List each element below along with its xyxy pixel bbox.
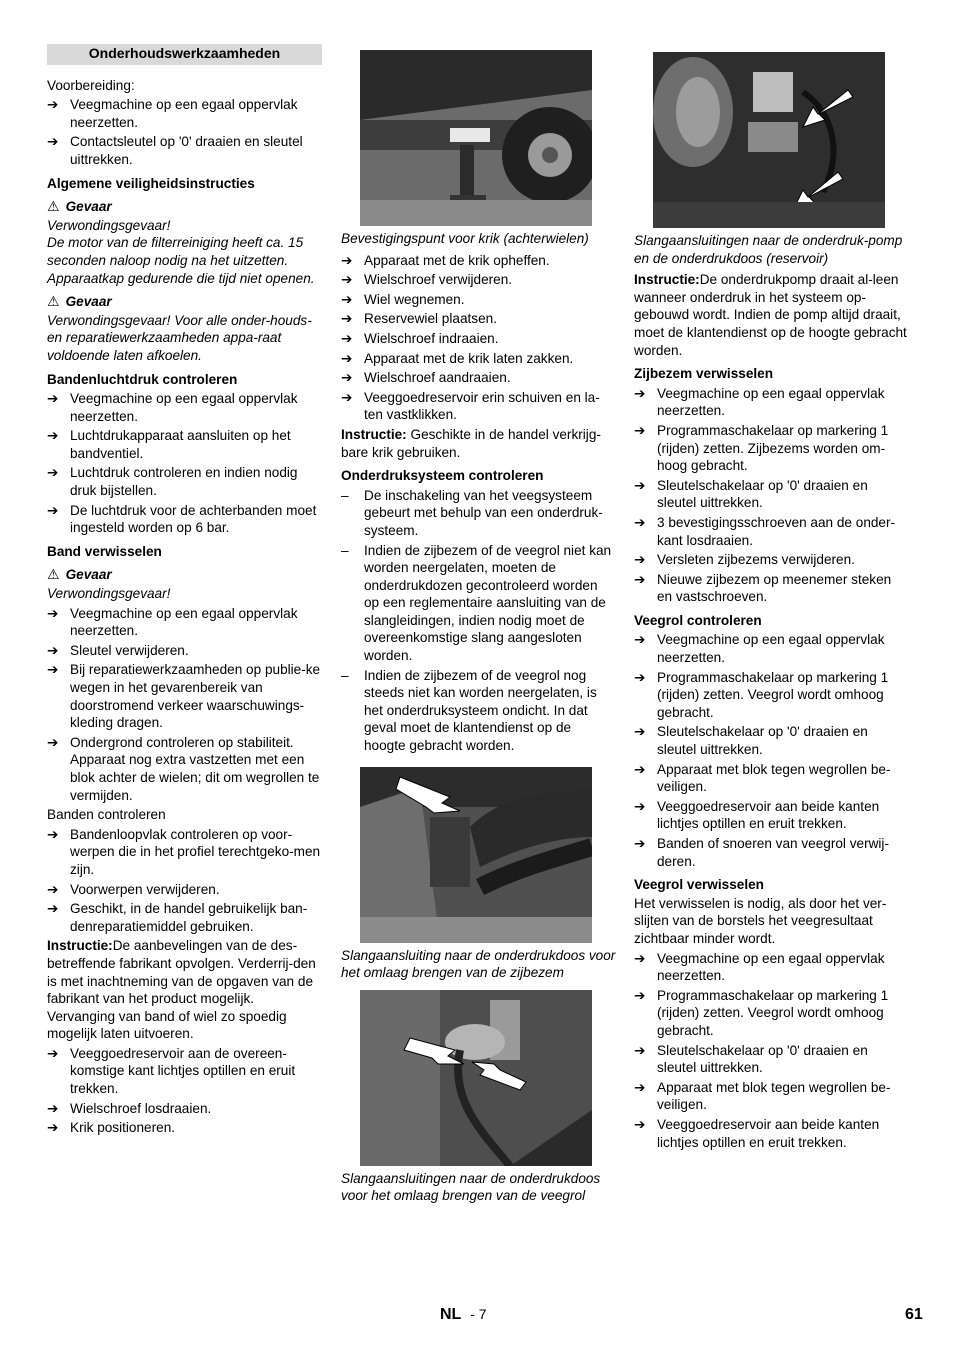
warning-triangle-icon: ⚠ <box>47 566 60 583</box>
arrow-right-icon: ➔ <box>47 502 59 518</box>
step-item <box>47 502 322 537</box>
item-text: Veeggoedreservoir aan beide kanten lichtjes optillen en eruit trekken. <box>657 798 880 832</box>
footer-section: - 7 <box>470 1306 487 1322</box>
step-item <box>634 950 909 985</box>
item-text: Bij reparatiewerkzaamheden op publie-ke wegen in het gevarenbereik van doorstromend verkeer waarschuwings-kleding dragen. <box>70 662 321 731</box>
instruction-2 <box>341 426 616 461</box>
step-item <box>47 133 322 168</box>
step-item <box>47 96 322 131</box>
step-item <box>634 798 909 833</box>
arrow-right-icon: ➔ <box>634 987 646 1003</box>
item-text: Luchtdrukapparaat aansluiten op het bandventiel. <box>70 428 291 461</box>
arrow-right-icon: ➔ <box>634 950 646 966</box>
item-text: Veeggoedreservoir erin schuiven en la-ten vastklikken. <box>364 389 600 423</box>
item-text: Wielschroef verwijderen. <box>364 272 513 288</box>
instruction-1 <box>47 937 322 1043</box>
step-item <box>47 1100 322 1118</box>
step-item <box>341 252 616 270</box>
step-item <box>341 389 616 424</box>
step-item <box>47 1045 322 1098</box>
arrow-right-icon: ➔ <box>634 1079 646 1095</box>
photo-jack-point <box>360 50 592 226</box>
item-text: Veegmachine op een egaal oppervlak neerzetten. <box>657 950 885 984</box>
item-text: Bandenloopvlak controleren op voor-werpen die in het profiel terechtgeko-men zijn. <box>70 826 321 877</box>
item-text: Krik positioneren. <box>70 1120 176 1136</box>
arrow-right-icon: ➔ <box>341 252 353 268</box>
step-item <box>634 1042 909 1077</box>
figure-4-caption: Slangaansluitingen naar de onderdruk-pomp en de onderdrukdoos (reservoir) <box>634 233 903 266</box>
column-2 <box>341 44 616 1209</box>
item-text: Wielschroef losdraaien. <box>70 1100 212 1116</box>
item-text: Sleutelschakelaar op '0' draaien en sleutel uittrekken. <box>657 724 868 758</box>
item-text: Wiel wegnemen. <box>364 291 465 307</box>
figure-2-caption: Slangaansluiting naar de onderdrukdoos voor het omlaag brengen van de zijbezem <box>341 947 616 981</box>
warning-label: Gevaar <box>65 567 112 583</box>
item-text: Veeggoedreservoir aan de overeen-komstige kant lichtjes optillen en eruit trekken. <box>70 1045 296 1097</box>
photo-side-broom-hose <box>360 767 592 943</box>
column-3 <box>634 44 909 1153</box>
step-item <box>47 642 322 660</box>
arrow-right-icon: ➔ <box>47 134 59 150</box>
step-item <box>634 514 909 549</box>
dash-item <box>341 542 616 665</box>
step-item <box>634 723 909 758</box>
step-item <box>47 605 322 640</box>
item-text: Veegmachine op een egaal oppervlak neerzetten. <box>657 632 885 666</box>
figure-3-caption: Slangaansluitingen naar de onderdrukdoos voor het omlaag brengen van de veegrol <box>341 1170 601 1204</box>
arrow-right-icon: ➔ <box>634 669 646 685</box>
roller-check-steps <box>634 631 909 870</box>
instruction-label: Instructie: <box>341 426 407 442</box>
step-item <box>47 427 322 462</box>
item-text: Programmaschakelaar op markering 1 (rijden) zetten. Zijbezems worden om-hoog gebracht. <box>657 422 889 474</box>
warning-triangle-icon: ⚠ <box>47 293 60 310</box>
dash-bullet: – <box>341 487 349 503</box>
footer-language <box>440 1306 487 1324</box>
instruction-text: De aanbevelingen van de des-betreffende fabrikant opvolgen. Verderrij-den is met inachtneming van de opgaven van de fabrikant van het product mogelijk. Vervanging van band of wiel zo spoedig mogelijk laten uitvoeren. <box>47 938 316 1042</box>
prep-label: Voorbereiding: <box>47 77 135 93</box>
step-item <box>47 826 322 879</box>
item-text: Contactsleutel op '0' draaien en sleutel uittrekken. <box>70 134 303 167</box>
roller-check-heading: Veegrol controleren <box>634 612 762 628</box>
item-text: Sleutelschakelaar op '0' draaien en sleutel uittrekken. <box>657 477 868 511</box>
step-item <box>341 291 616 309</box>
tyre-heading: Bandenluchtdruk controleren <box>47 371 238 387</box>
arrow-right-icon: ➔ <box>47 391 59 407</box>
roller-change-intro: Het verwisselen is nodig, als door het ver-slijten van de borstels het veegresultaat zichtbaar minder wordt. <box>634 895 887 946</box>
item-text: Veeggoedreservoir aan beide kanten lichtjes optillen en eruit trekken. <box>657 1116 880 1150</box>
warning-2 <box>47 293 322 311</box>
arrow-right-icon: ➔ <box>47 1100 59 1116</box>
item-text: Sleutelschakelaar op '0' draaien en sleutel uittrekken. <box>657 1042 868 1076</box>
step-item <box>634 987 909 1040</box>
arrow-right-icon: ➔ <box>341 291 353 307</box>
item-text: Nieuwe zijbezem op meenemer steken en vastschroeven. <box>657 571 892 605</box>
step-item <box>47 390 322 425</box>
warning-1-text: Verwondingsgevaar! <box>47 217 171 233</box>
side-broom-heading: Zijbezem verwisselen <box>634 366 774 382</box>
step-item <box>634 385 909 420</box>
arrow-right-icon: ➔ <box>634 1042 646 1058</box>
step-item <box>634 761 909 796</box>
change-steps <box>47 605 322 805</box>
vacuum-items <box>341 487 616 755</box>
instruction-label: Instructie: <box>634 272 700 288</box>
step-item <box>634 835 909 870</box>
item-text: Wielschroef aandraaien. <box>364 370 511 386</box>
step-item <box>47 881 322 899</box>
arrow-right-icon: ➔ <box>47 901 59 917</box>
arrow-right-icon: ➔ <box>634 571 646 587</box>
tyre-steps <box>47 390 322 537</box>
dash-item <box>341 487 616 540</box>
warning-label: Gevaar <box>65 294 112 310</box>
warning-2-text: Verwondingsgevaar! Voor alle onder-houds- en reparatiewerkzaamheden appa-raat voldoende laten afkoelen. <box>47 312 312 363</box>
item-text: Luchtdruk controleren en indien nodig druk bijstellen. <box>70 465 298 499</box>
item-text: Programmaschakelaar op markering 1 (rijden) zetten. Veegrol wordt omhoog gebracht. <box>657 987 889 1038</box>
dash-bullet: – <box>341 542 349 558</box>
roller-change-steps <box>634 950 909 1152</box>
prep-steps <box>47 96 322 168</box>
step-item <box>47 1119 322 1137</box>
item-text: Apparaat met blok tegen wegrollen be-veiligen. <box>657 1079 891 1113</box>
item-text: 3 bevestigingsschroeven aan de onder-kant losdraaien. <box>657 514 896 548</box>
item-text: Veegmachine op een egaal oppervlak neerzetten. <box>70 97 298 130</box>
step-item <box>634 669 909 722</box>
dash-item <box>341 667 616 755</box>
safety-heading: Algemene veiligheidsinstructies <box>47 175 255 191</box>
item-text: Voorwerpen verwijderen. <box>70 881 220 897</box>
arrow-right-icon: ➔ <box>634 477 646 493</box>
arrow-right-icon: ➔ <box>47 881 59 897</box>
item-text: Sleutel verwijderen. <box>70 642 189 658</box>
step-item <box>341 330 616 348</box>
jack-steps <box>341 252 616 424</box>
arrow-right-icon: ➔ <box>634 724 646 740</box>
arrow-right-icon: ➔ <box>341 272 353 288</box>
step-item <box>47 734 322 804</box>
step-item <box>634 477 909 512</box>
item-text: Veegmachine op een egaal oppervlak neerzetten. <box>657 385 885 419</box>
arrow-right-icon: ➔ <box>47 428 59 444</box>
arrow-right-icon: ➔ <box>634 422 646 438</box>
item-text: Veegmachine op een egaal oppervlak neerzetten. <box>70 391 298 424</box>
item-text: De inschakeling van het veegsysteem gebeurt met behulp van een onderdruk-systeem. <box>364 487 603 538</box>
arrow-right-icon: ➔ <box>634 836 646 851</box>
item-text: Programmaschakelaar op markering 1 (rijden) zetten. Veegrol wordt omhoog gebracht. <box>657 669 889 720</box>
photo-vacuum-pump <box>653 52 885 228</box>
item-text: Ondergrond controleren op stabiliteit. Apparaat nog extra vastzetten met een blok achter de wielen; dit om wegrollen te vermijden. <box>70 734 320 803</box>
arrow-right-icon: ➔ <box>341 389 353 405</box>
arrow-right-icon: ➔ <box>47 1045 59 1061</box>
arrow-right-icon: ➔ <box>341 350 353 366</box>
step-item <box>341 271 616 289</box>
item-text: Indien de zijbezem of de veegrol nog steeds niet kan worden neergelaten, is het onderdruksysteem ondicht. In dat geval moet de klantendienst op de hoogte gebracht worden. <box>364 667 597 754</box>
arrow-right-icon: ➔ <box>341 311 353 327</box>
step-item <box>341 369 616 387</box>
page-footer <box>0 1306 954 1330</box>
arrow-right-icon: ➔ <box>47 605 59 621</box>
item-text: Versleten zijbezems verwijderen. <box>657 552 855 568</box>
arrow-right-icon: ➔ <box>47 642 59 658</box>
warning-1-body: De motor van de filterreiniging heeft ca. 15 seconden naloop nodig na het uitzetten. Apparaatkap gedurende die tijd niet openen. <box>47 235 315 286</box>
arrow-right-icon: ➔ <box>47 1120 59 1136</box>
roller-change-heading: Veegrol verwisselen <box>634 877 764 893</box>
item-text: Geschikt, in de handel gebruikelijk ban-denreparatiemiddel gebruiken. <box>70 901 308 934</box>
arrow-right-icon: ➔ <box>47 734 59 750</box>
arrow-right-icon: ➔ <box>634 761 646 777</box>
arrow-right-icon: ➔ <box>47 465 59 481</box>
vacuum-heading: Onderdruksysteem controleren <box>341 468 544 484</box>
step-item <box>634 631 909 666</box>
instruction-text: Geschikte in de handel verkrijg-bare krik gebruiken. <box>341 426 601 460</box>
arrow-right-icon: ➔ <box>634 552 646 568</box>
page-number: 61 <box>905 1306 923 1323</box>
arrow-right-icon: ➔ <box>634 385 646 401</box>
instruction-text: De onderdrukpomp draait al-leen wanneer onderdruk in het systeem op-gebouwd wordt. Indien de pomp altijd draait, moet de klantendienst op de hoogte gebracht worden. <box>634 272 907 358</box>
item-text: Apparaat met de krik laten zakken. <box>364 350 574 366</box>
arrow-right-icon: ➔ <box>341 330 353 346</box>
step-item <box>634 571 909 606</box>
change-heading: Band verwisselen <box>47 543 162 559</box>
step-item <box>634 1079 909 1114</box>
item-text: De luchtdruk voor de achterbanden moet ingesteld worden op 6 bar. <box>70 502 317 536</box>
instruction-label: Instructie: <box>47 938 113 954</box>
warning-3 <box>47 566 322 584</box>
final-steps <box>47 1045 322 1137</box>
item-text: Banden of snoeren van veegrol verwij-deren. <box>657 836 889 869</box>
footer-lang: NL <box>440 1306 462 1323</box>
step-item <box>47 661 322 731</box>
arrow-right-icon: ➔ <box>341 370 353 386</box>
item-text: Reservewiel plaatsen. <box>364 311 497 327</box>
item-text: Wielschroef indraaien. <box>364 330 499 346</box>
item-text: Veegmachine op een egaal oppervlak neerzetten. <box>70 605 298 639</box>
warning-1 <box>47 198 322 216</box>
item-text: Apparaat met de krik opheffen. <box>364 252 550 268</box>
figure-1-caption: Bevestigingspunt voor krik (achterwielen) <box>341 231 589 246</box>
arrow-right-icon: ➔ <box>47 826 59 842</box>
arrow-right-icon: ➔ <box>634 1116 646 1132</box>
step-item <box>47 900 322 935</box>
step-item <box>47 464 322 499</box>
arrow-right-icon: ➔ <box>634 798 646 814</box>
step-item <box>634 551 909 569</box>
photo-roller-hose <box>360 990 592 1166</box>
arrow-right-icon: ➔ <box>47 662 59 678</box>
dash-bullet: – <box>341 667 349 683</box>
instruction-3 <box>634 271 909 359</box>
side-broom-steps <box>634 385 909 606</box>
arrow-right-icon: ➔ <box>634 632 646 648</box>
item-text: Indien de zijbezem of de veegrol niet kan worden neergelaten, moeten de onderdrukdozen gecontroleerd worden op een reglementaire aansluiting van de slangleidingen, indien nodig moet de overeenkomstige slang aangesloten worden. <box>364 542 612 664</box>
step-item <box>341 310 616 328</box>
check-label: Banden controleren <box>47 807 166 823</box>
step-item <box>634 422 909 475</box>
warning-triangle-icon: ⚠ <box>47 198 60 215</box>
check-steps <box>47 826 322 936</box>
column-1 <box>47 44 322 1139</box>
step-item <box>634 1116 909 1151</box>
arrow-right-icon: ➔ <box>634 514 646 530</box>
step-item <box>341 350 616 368</box>
arrow-right-icon: ➔ <box>47 97 59 113</box>
warning-3-text: Verwondingsgevaar! <box>47 586 171 602</box>
section-title: Onderhoudswerkzaamheden <box>47 44 322 65</box>
item-text: Apparaat met blok tegen wegrollen be-veiligen. <box>657 761 891 795</box>
warning-label: Gevaar <box>65 199 112 215</box>
